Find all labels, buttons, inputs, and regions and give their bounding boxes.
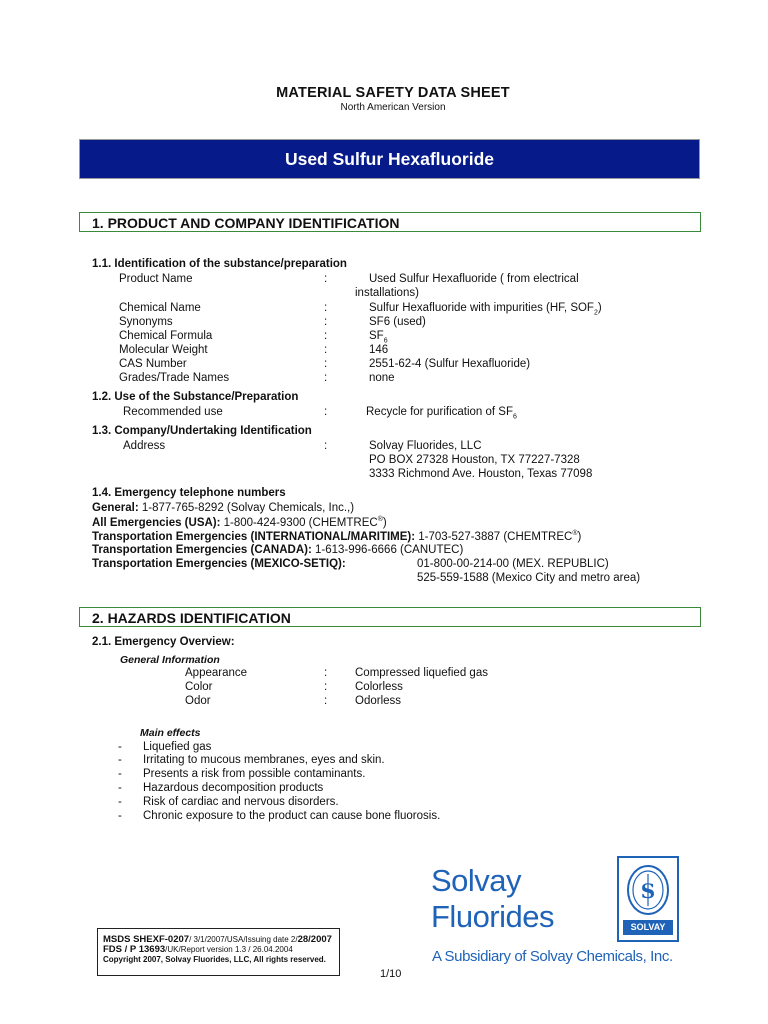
field-label: CAS Number: [119, 358, 187, 370]
field-value: Recycle for purification of $SF_6$: [366, 406, 517, 421]
section-2-heading: 2. HAZARDS IDENTIFICATION: [79, 607, 701, 627]
field-value: Odorless: [355, 695, 402, 707]
mexico-phone-value-2: 525-559-1588 (Mexico City and metro area): [417, 572, 641, 584]
section-1-heading: 1. PRODUCT AND COMPANY IDENTIFICATION: [79, 212, 701, 232]
colon: :: [324, 316, 328, 328]
colon: :: [324, 681, 328, 693]
field-label: Product Name: [119, 273, 193, 285]
effect-bullet: -: [118, 810, 122, 822]
general-phone: General: 1-877-765-8292 (Solvay Chemicals, Inc.,): [92, 502, 355, 514]
effect-item: Hazardous decomposition products: [143, 782, 324, 794]
colon: :: [324, 302, 328, 314]
mexico-phone-value-1: 01-800-00-214-00 (MEX. REPUBLIC): [417, 558, 609, 570]
logo-line-2: Fluorides: [431, 899, 554, 934]
canada-phone: Transportation Emergencies (CANADA): 1-613-996-6666 (CANUTEC): [92, 544, 464, 556]
address-line-1: Solvay Fluorides, LLC: [369, 440, 482, 452]
field-label: Chemical Name: [119, 302, 201, 314]
logo-tagline: A Subsidiary of Solvay Chemicals, Inc.: [432, 948, 673, 965]
general-information-label: General Information: [120, 654, 220, 666]
address-line-3: 3333 Richmond Ave. Houston, Texas 77098: [369, 468, 593, 480]
logo-line-1: Solvay: [431, 863, 522, 898]
subsection-1-2-heading: 1.2. Use of the Substance/Preparation: [92, 391, 299, 403]
colon: :: [324, 344, 328, 356]
field-label: Color: [185, 681, 213, 693]
effect-bullet: -: [118, 741, 122, 753]
product-name-continuation: installations): [355, 287, 419, 299]
subsection-2-1-heading: 2.1. Emergency Overview:: [92, 636, 235, 648]
effect-item: Liquefied gas: [143, 741, 212, 753]
emblem-text: SOLVAY: [630, 922, 666, 932]
document-reference-box: [97, 928, 340, 976]
page-number: 1/10: [380, 968, 402, 980]
all-emergencies-phone: All Emergencies (USA): 1-800-424-9300 (CHEMTREC®): [92, 516, 387, 529]
field-label: Grades/Trade Names: [119, 372, 230, 384]
colon: :: [324, 440, 328, 452]
svg-text:S: S: [640, 879, 656, 903]
effect-bullet: -: [118, 768, 122, 780]
field-label: Chemical Formula: [119, 330, 213, 342]
effect-bullet: -: [118, 782, 122, 794]
colon: :: [324, 667, 328, 679]
field-value: $SF_6$: [369, 330, 388, 345]
effect-bullet: -: [118, 796, 122, 808]
colon: :: [324, 695, 328, 707]
field-label: Recommended use: [123, 406, 223, 418]
product-banner: Used Sulfur Hexafluoride: [79, 139, 700, 179]
colon: :: [324, 372, 328, 384]
msds-reference: MSDS SHEXF-0207/ 3/1/2007/USA/Issuing date 2/28/2007: [103, 934, 332, 945]
field-label: Appearance: [185, 667, 248, 679]
copyright-notice: Copyright 2007, Solvay Fluorides, LLC, All rights reserved.: [103, 955, 326, 964]
field-value: 2551-62-4 (Sulfur Hexafluoride): [369, 358, 531, 370]
effect-item: Presents a risk from possible contaminants.: [143, 768, 366, 780]
colon: :: [324, 358, 328, 370]
main-effects-label: Main effects: [140, 727, 201, 739]
fds-reference: FDS / P 13693/UK/Report version 1.3 / 26.04.2004: [103, 944, 293, 955]
field-value: none: [369, 372, 395, 384]
field-label: Odor: [185, 695, 211, 707]
subsection-1-3-heading: 1.3. Company/Undertaking Identification: [92, 425, 312, 437]
address-line-2: PO BOX 27328 Houston, TX 77227-7328: [369, 454, 580, 466]
field-value: 146: [369, 344, 389, 356]
effect-item: Chronic exposure to the product can cause bone fluorosis.: [143, 810, 441, 822]
solvay-emblem-icon: [617, 856, 679, 942]
field-value: Sulfur Hexafluoride with impurities (HF, $SOF_2$): [369, 302, 602, 317]
field-label: Address: [123, 440, 166, 452]
document-subtitle: North American Version: [340, 102, 446, 113]
subsection-1-4-heading: 1.4. Emergency telephone numbers: [92, 487, 286, 499]
field-value: Compressed liquefied gas: [355, 667, 488, 679]
colon: :: [324, 330, 328, 342]
effect-bullet: -: [118, 754, 122, 766]
international-phone: Transportation Emergencies (INTERNATIONAL/MARITIME): 1-703-527-3887 (CHEMTREC®): [92, 530, 582, 543]
field-label: Synonyms: [119, 316, 173, 328]
colon: :: [324, 406, 328, 418]
field-label: Molecular Weight: [119, 344, 208, 356]
colon: :: [324, 273, 328, 285]
effect-item: Risk of cardiac and nervous disorders.: [143, 796, 339, 808]
field-value: Colorless: [355, 681, 403, 693]
subsection-1-1-heading: 1.1. Identification of the substance/preparation: [92, 258, 347, 270]
field-value: Used Sulfur Hexafluoride ( from electrical: [369, 273, 579, 285]
document-title: MATERIAL SAFETY DATA SHEET: [276, 85, 510, 101]
field-value: SF6 (used): [369, 316, 426, 328]
effect-item: Irritating to mucous membranes, eyes and skin.: [143, 754, 385, 766]
mexico-phone: Transportation Emergencies (MEXICO-SETIQ):: [92, 558, 346, 570]
